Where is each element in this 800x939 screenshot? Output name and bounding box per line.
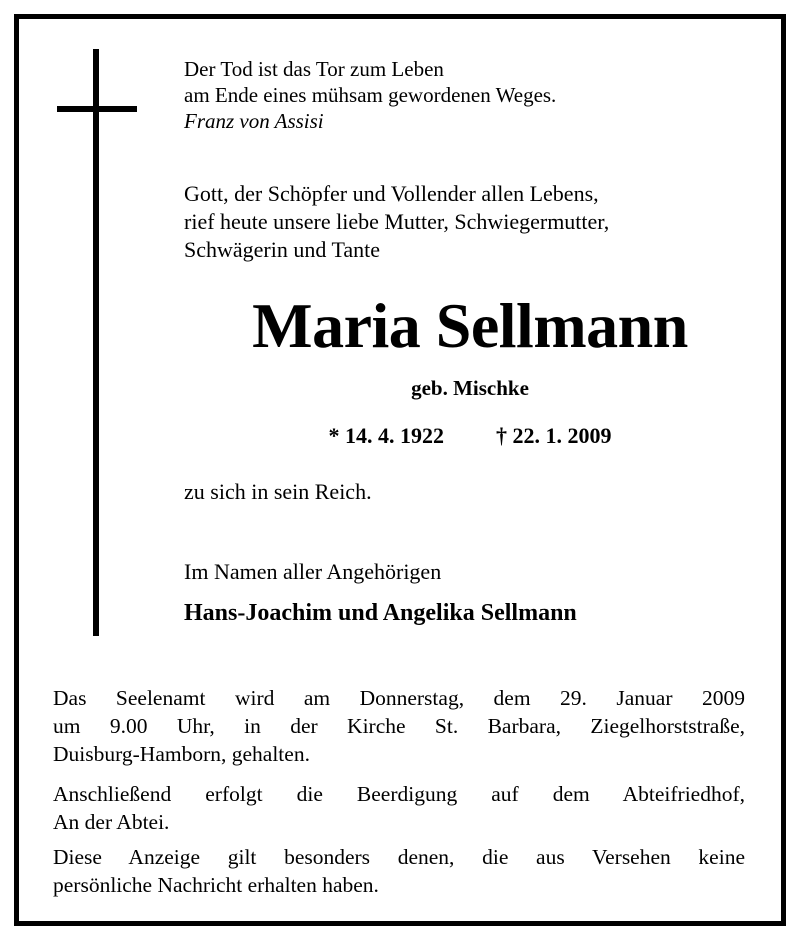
notice-line: persönliche Nachricht erhalten haben. (53, 873, 379, 897)
notice-line: An der Abtei. (53, 810, 170, 834)
intro-text (184, 180, 609, 264)
notice-line: um 9.00 Uhr, in der Kirche St. Barbara, Ziegelhorststraße, (53, 714, 745, 738)
notice-line: Anschließend erfolgt die Beerdigung auf dem Abteifriedhof, (53, 782, 745, 806)
maiden-name: geb. Mischke (411, 376, 529, 400)
notice-line: Duisburg-Hamborn, gehalten. (53, 742, 310, 766)
notice-line: Das Seelenamt wird am Donnerstag, dem 29. Januar 2009 (53, 686, 745, 710)
quote-line: am Ende eines mühsam gewordenen Weges. (184, 83, 557, 107)
cross-icon (93, 49, 99, 636)
deceased-name: Maria Sellmann (252, 290, 688, 361)
burial-notice (53, 780, 745, 836)
quote (184, 56, 556, 134)
notice-line: Diese Anzeige gilt besonders denen, die aus Versehen keine (53, 845, 745, 869)
personal-notice (53, 843, 745, 899)
signature-intro: Im Namen aller Angehörigen (184, 559, 442, 584)
intro-line: rief heute unsere liebe Mutter, Schwiegermutter, (184, 209, 610, 234)
life-dates (150, 422, 790, 450)
birth-date: * 14. 4. 1922 (328, 423, 444, 448)
funeral-mass-notice (53, 684, 745, 768)
quote-line: Der Tod ist das Tor zum Leben (184, 57, 444, 81)
quote-author: Franz von Assisi (184, 109, 324, 133)
intro-line: Schwägerin und Tante (184, 237, 381, 262)
intro-line: Gott, der Schöpfer und Vollender allen Lebens, (184, 181, 599, 206)
cross-icon-bar (57, 106, 137, 112)
signature-names: Hans-Joachim und Angelika Sellmann (184, 600, 577, 626)
death-date: † 22. 1. 2009 (496, 423, 612, 448)
closing-text: zu sich in sein Reich. (184, 479, 372, 504)
